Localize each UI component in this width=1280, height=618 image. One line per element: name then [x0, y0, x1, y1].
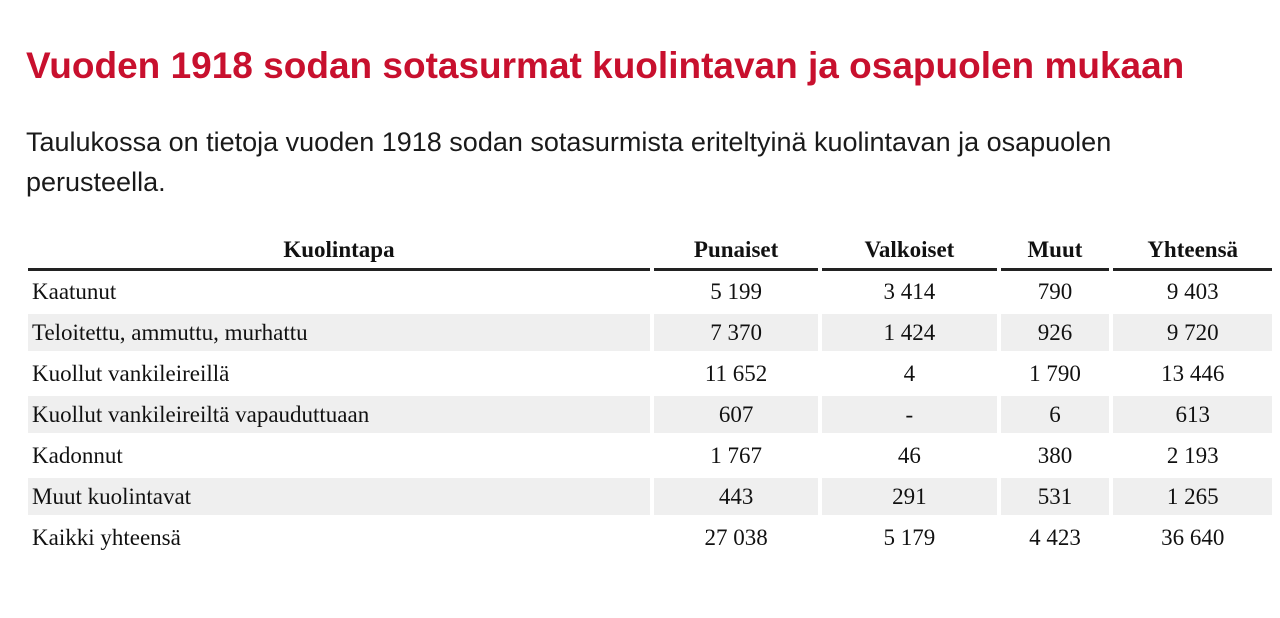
cell-yhteensa: 1 265	[1113, 476, 1272, 517]
cell-kuolintapa: Kaikki yhteensä	[28, 517, 650, 558]
table-row	[28, 476, 1272, 517]
cell-valkoiset: -	[822, 394, 996, 435]
cell-valkoiset: 3 414	[822, 271, 996, 312]
table-row	[28, 394, 1272, 435]
table-row	[28, 312, 1272, 353]
cell-valkoiset: 1 424	[822, 312, 996, 353]
cell-punaiset: 1 767	[654, 435, 818, 476]
cell-kuolintapa: Kadonnut	[28, 435, 650, 476]
table-row	[28, 271, 1272, 312]
cell-kuolintapa: Teloitettu, ammuttu, murhattu	[28, 312, 650, 353]
table-row	[28, 353, 1272, 394]
table-row-total	[28, 517, 1272, 558]
cell-punaiset: 607	[654, 394, 818, 435]
cell-yhteensa: 36 640	[1113, 517, 1272, 558]
cell-valkoiset: 46	[822, 435, 996, 476]
cell-kuolintapa: Kuollut vankileireillä	[28, 353, 650, 394]
header-muut: Muut	[1001, 232, 1110, 271]
intro-paragraph: Taulukossa on tietoja vuoden 1918 sodan sotasurmista eriteltyinä kuolintavan ja osapuolen perusteella.	[26, 127, 1112, 197]
table-header-row	[28, 232, 1272, 271]
cell-muut: 380	[1001, 435, 1110, 476]
cell-muut: 531	[1001, 476, 1110, 517]
cell-valkoiset: 5 179	[822, 517, 996, 558]
cell-yhteensa: 2 193	[1113, 435, 1272, 476]
page-title: Vuoden 1918 sodan sotasurmat kuolintavan ja osapuolen mukaan	[26, 45, 1185, 86]
cell-muut: 790	[1001, 271, 1110, 312]
cell-muut: 4 423	[1001, 517, 1110, 558]
header-yhteensa: Yhteensä	[1113, 232, 1272, 271]
cell-punaiset: 5 199	[654, 271, 818, 312]
cell-punaiset: 11 652	[654, 353, 818, 394]
deaths-table	[24, 232, 1276, 558]
cell-kuolintapa: Kaatunut	[28, 271, 650, 312]
header-kuolintapa: Kuolintapa	[28, 232, 650, 271]
cell-yhteensa: 13 446	[1113, 353, 1272, 394]
cell-punaiset: 7 370	[654, 312, 818, 353]
cell-punaiset: 27 038	[654, 517, 818, 558]
cell-muut: 926	[1001, 312, 1110, 353]
cell-punaiset: 443	[654, 476, 818, 517]
cell-kuolintapa: Muut kuolintavat	[28, 476, 650, 517]
table-row	[28, 435, 1272, 476]
header-valkoiset: Valkoiset	[822, 232, 996, 271]
cell-yhteensa: 9 403	[1113, 271, 1272, 312]
cell-valkoiset: 291	[822, 476, 996, 517]
cell-yhteensa: 9 720	[1113, 312, 1272, 353]
cell-muut: 6	[1001, 394, 1110, 435]
cell-yhteensa: 613	[1113, 394, 1272, 435]
cell-valkoiset: 4	[822, 353, 996, 394]
cell-kuolintapa: Kuollut vankileireiltä vapauduttuaan	[28, 394, 650, 435]
cell-muut: 1 790	[1001, 353, 1110, 394]
header-punaiset: Punaiset	[654, 232, 818, 271]
